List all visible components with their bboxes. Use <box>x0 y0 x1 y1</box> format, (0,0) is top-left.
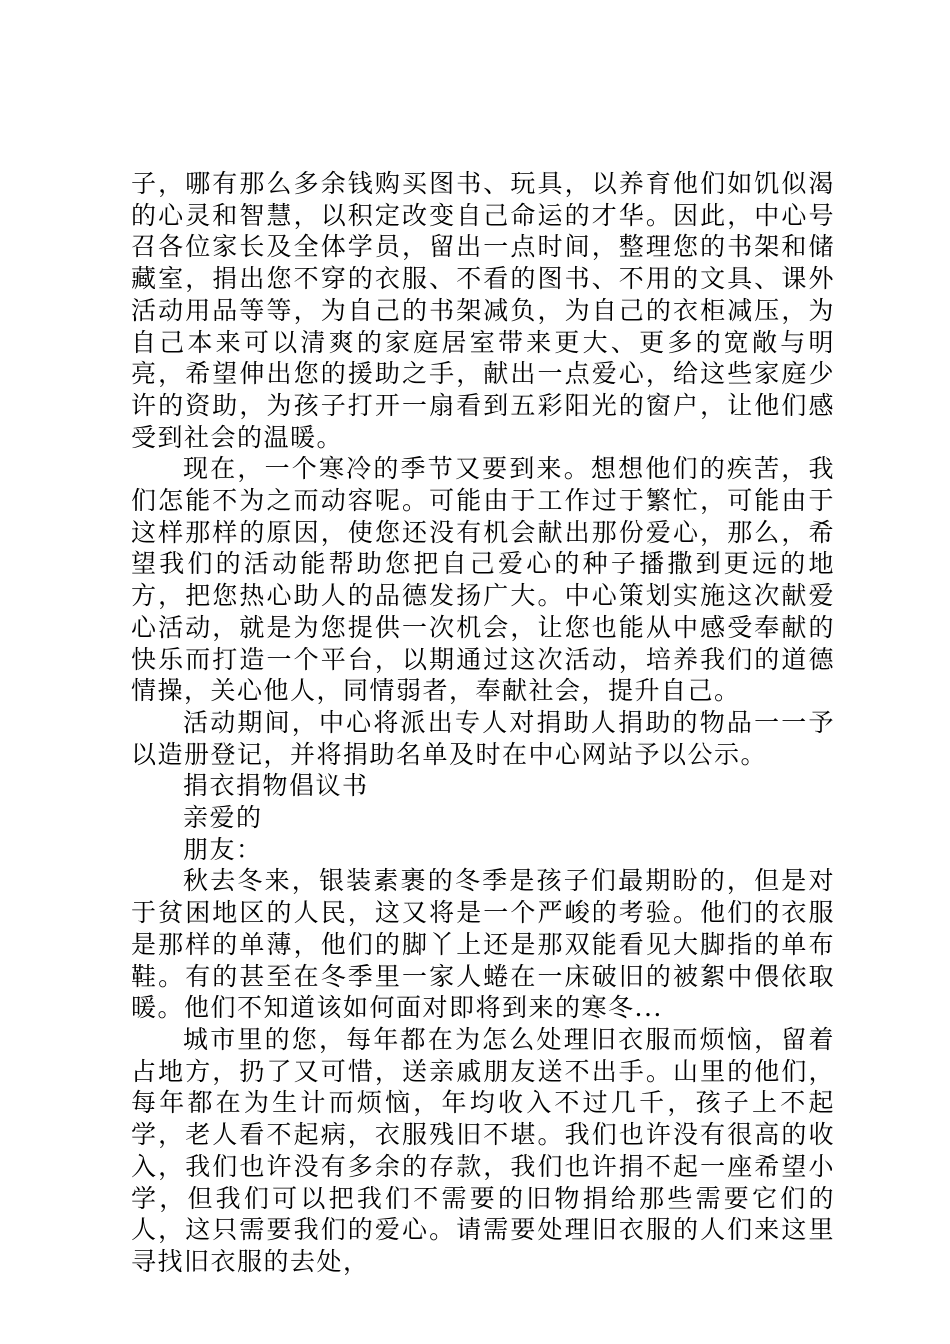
salutation-line-2: 朋友： <box>183 834 263 864</box>
paragraph-continuation: 子，哪有那么多余钱购买图书、玩具，以养育他们如饥似渴的心灵和智慧，以积定改变自己命运的才华。因此，中心号召各位家长及全体学员，留出一点时间，整理您的书架和储藏室，捐出您不穿的衣服、不看的图书、不用的文具、课外活动用品等等，为自己的书架减负，为自己的衣柜减压，为自己本来可以清爽的家庭居室带来更大、更多的宽敞与明亮，希望伸出您的援助之手，献出一点爱心，给这些家庭少许的资助，为孩子打开一扇看到五彩阳光的窗户，让他们感受到社会的温暖。 <box>131 169 835 452</box>
paragraph-registration: 活动期间，中心将派出专人对捐助人捐助的物品一一予以造册登记，并将捐助名单及时在中心网站予以公示。 <box>131 707 835 769</box>
document-page <box>131 168 835 1278</box>
salutation-line-1: 亲爱的 <box>183 803 263 833</box>
paragraph-cold-season: 现在，一个寒冷的季节又要到来。想想他们的疾苦，我们怎能不为之而动容呢。可能由于工作过于繁忙，可能由于这样那样的原因，使您还没有机会献出那份爱心，那么，希望我们的活动能帮助您把自己爱心的种子播撒到更远的地方，把您热心助人的品德发扬广大。中心策划实施这次献爱心活动，就是为您提供一次机会，让您也能从中感受奉献的快乐而打造一个平台，以期通过这次活动，培养我们的道德情操，关心他人，同情弱者，奉献社会，提升自己。 <box>131 454 835 706</box>
paragraph-winter: 秋去冬来，银装素裹的冬季是孩子们最期盼的，但是对于贫困地区的人民，这又将是一个严峻的考验。他们的衣服是那样的单薄，他们的脚丫上还是那双能看见大脚指的单布鞋。有的甚至在冬季里一家人蜷在一床破旧的被絮中偎依取暖。他们不知道该如何面对即将到来的寒冬... <box>131 866 835 1023</box>
section-title: 捐衣捐物倡议书 <box>183 771 369 801</box>
paragraph-city: 城市里的您，每年都在为怎么处理旧衣服而烦恼，留着占地方，扔了又可惜，送亲戚朋友送不出手。山里的他们，每年都在为生计而烦恼，年均收入不过几千，孩子上不起学，老人看不起病，衣服残旧不堪。我们也许没有很高的收入，我们也许没有多余的存款，我们也许捐不起一座希望小学，但我们可以把我们不需要的旧物捐给那些需要它们的人，这只需要我们的爱心。请需要处理旧衣服的人们来这里寻找旧衣服的去处， <box>131 1024 835 1276</box>
